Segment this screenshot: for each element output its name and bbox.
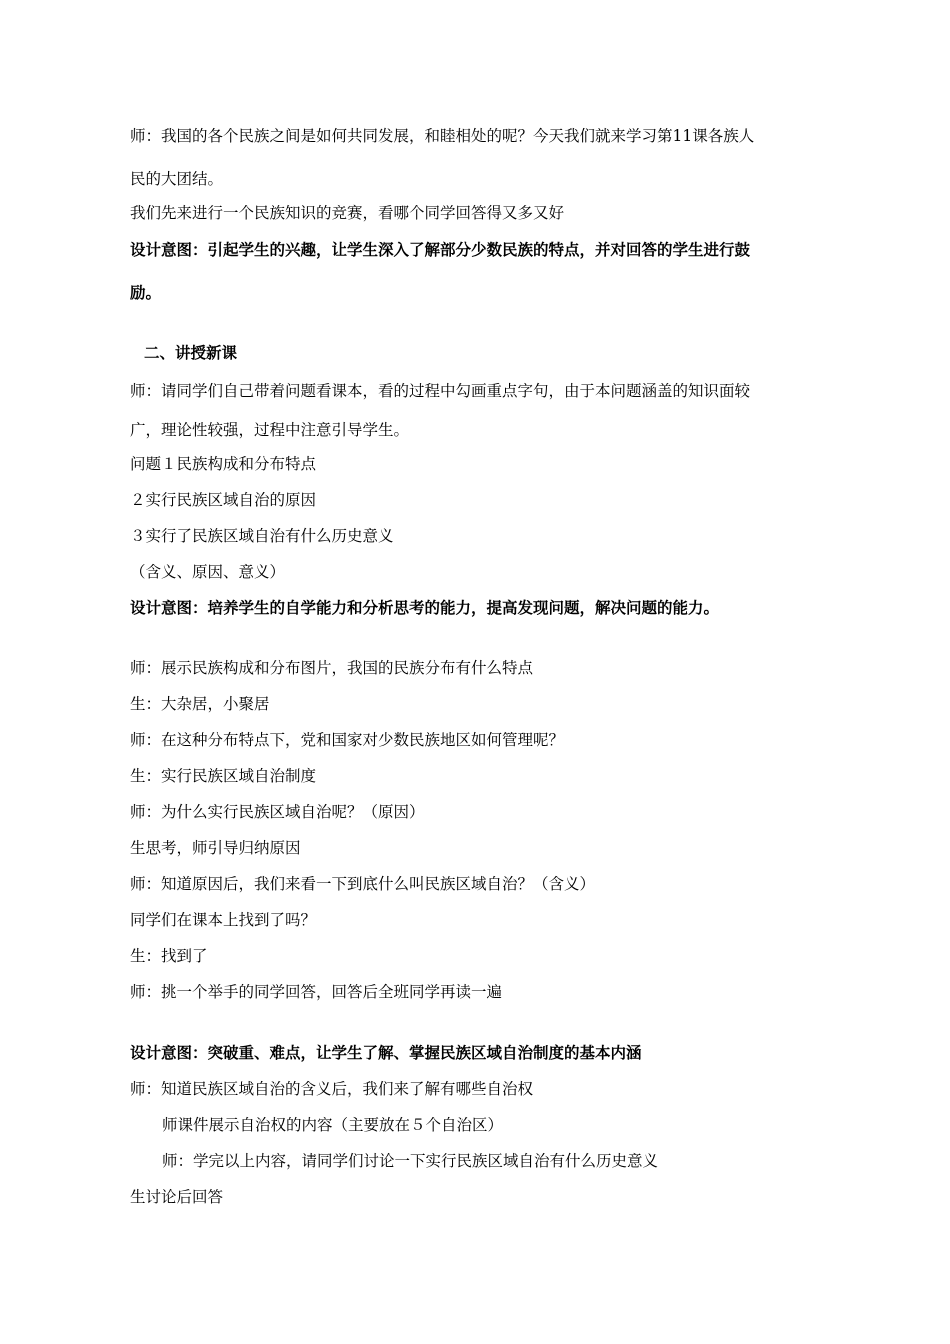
design-intent-1-line-1: 设计意图：引起学生的兴趣，让学生深入了解部分少数民族的特点，并对回答的学生进行鼓	[130, 241, 751, 259]
text-line-3: 我们先来进行一个民族知识的竞赛，看哪个同学回答得又多又好	[130, 204, 565, 222]
text-line-20: 师：知道原因后，我们来看一下到底什么叫民族区域自治？（含义）	[130, 875, 596, 893]
text-line-15: 生：大杂居，小聚居	[130, 695, 270, 713]
section-heading: 二、讲授新课	[144, 344, 238, 362]
text-line-28: 生讨论后回答	[130, 1188, 224, 1206]
question-3: ３实行了民族区域自治有什么历史意义	[130, 527, 394, 545]
question-1: 问题１民族构成和分布特点	[130, 455, 317, 473]
design-intent-3: 设计意图：突破重、难点，让学生了解、掌握民族区域自治制度的基本内涵	[130, 1044, 642, 1062]
design-intent-2: 设计意图：培养学生的自学能力和分析思考的能力，提高发现问题，解决问题的能力。	[130, 599, 720, 617]
design-intent-1-line-2: 励。	[130, 284, 162, 302]
text-line-23: 师：挑一个举手的同学回答，回答后全班同学再读一遍	[130, 983, 503, 1001]
text-line-26: 师课件展示自治权的内容（主要放在５个自治区）	[162, 1116, 504, 1134]
text-line-21: 同学们在课本上找到了吗？	[130, 911, 317, 929]
text-line-17: 生：实行民族区域自治制度	[130, 767, 317, 785]
text-line-8: 广，理论性较强，过程中注意引导学生。	[130, 421, 410, 439]
text-line-2: 民的大团结。	[130, 170, 224, 188]
text-line-25: 师：知道民族区域自治的含义后，我们来了解有哪些自治权	[130, 1080, 534, 1098]
text-line-16: 师：在这种分布特点下，党和国家对少数民族地区如何管理呢？	[130, 731, 565, 749]
text-line-18: 师：为什么实行民族区域自治呢？（原因）	[130, 803, 425, 821]
text-line-22: 生：找到了	[130, 947, 208, 965]
text-line-27: 师：学完以上内容，请同学们讨论一下实行民族区域自治有什么历史意义	[162, 1152, 659, 1170]
text-line-1: 师：我国的各个民族之间是如何共同发展，和睦相处的呢？今天我们就来学习第11课各族人	[130, 127, 755, 145]
text-line-14: 师：展示民族构成和分布图片，我国的民族分布有什么特点	[130, 659, 534, 677]
text-line-19: 生思考，师引导归纳原因	[130, 839, 301, 857]
question-note: （含义、原因、意义）	[130, 563, 286, 581]
question-2: ２实行民族区域自治的原因	[130, 491, 317, 509]
text-line-7: 师：请同学们自己带着问题看课本，看的过程中勾画重点字句，由于本问题涵盖的知识面较	[130, 382, 751, 400]
